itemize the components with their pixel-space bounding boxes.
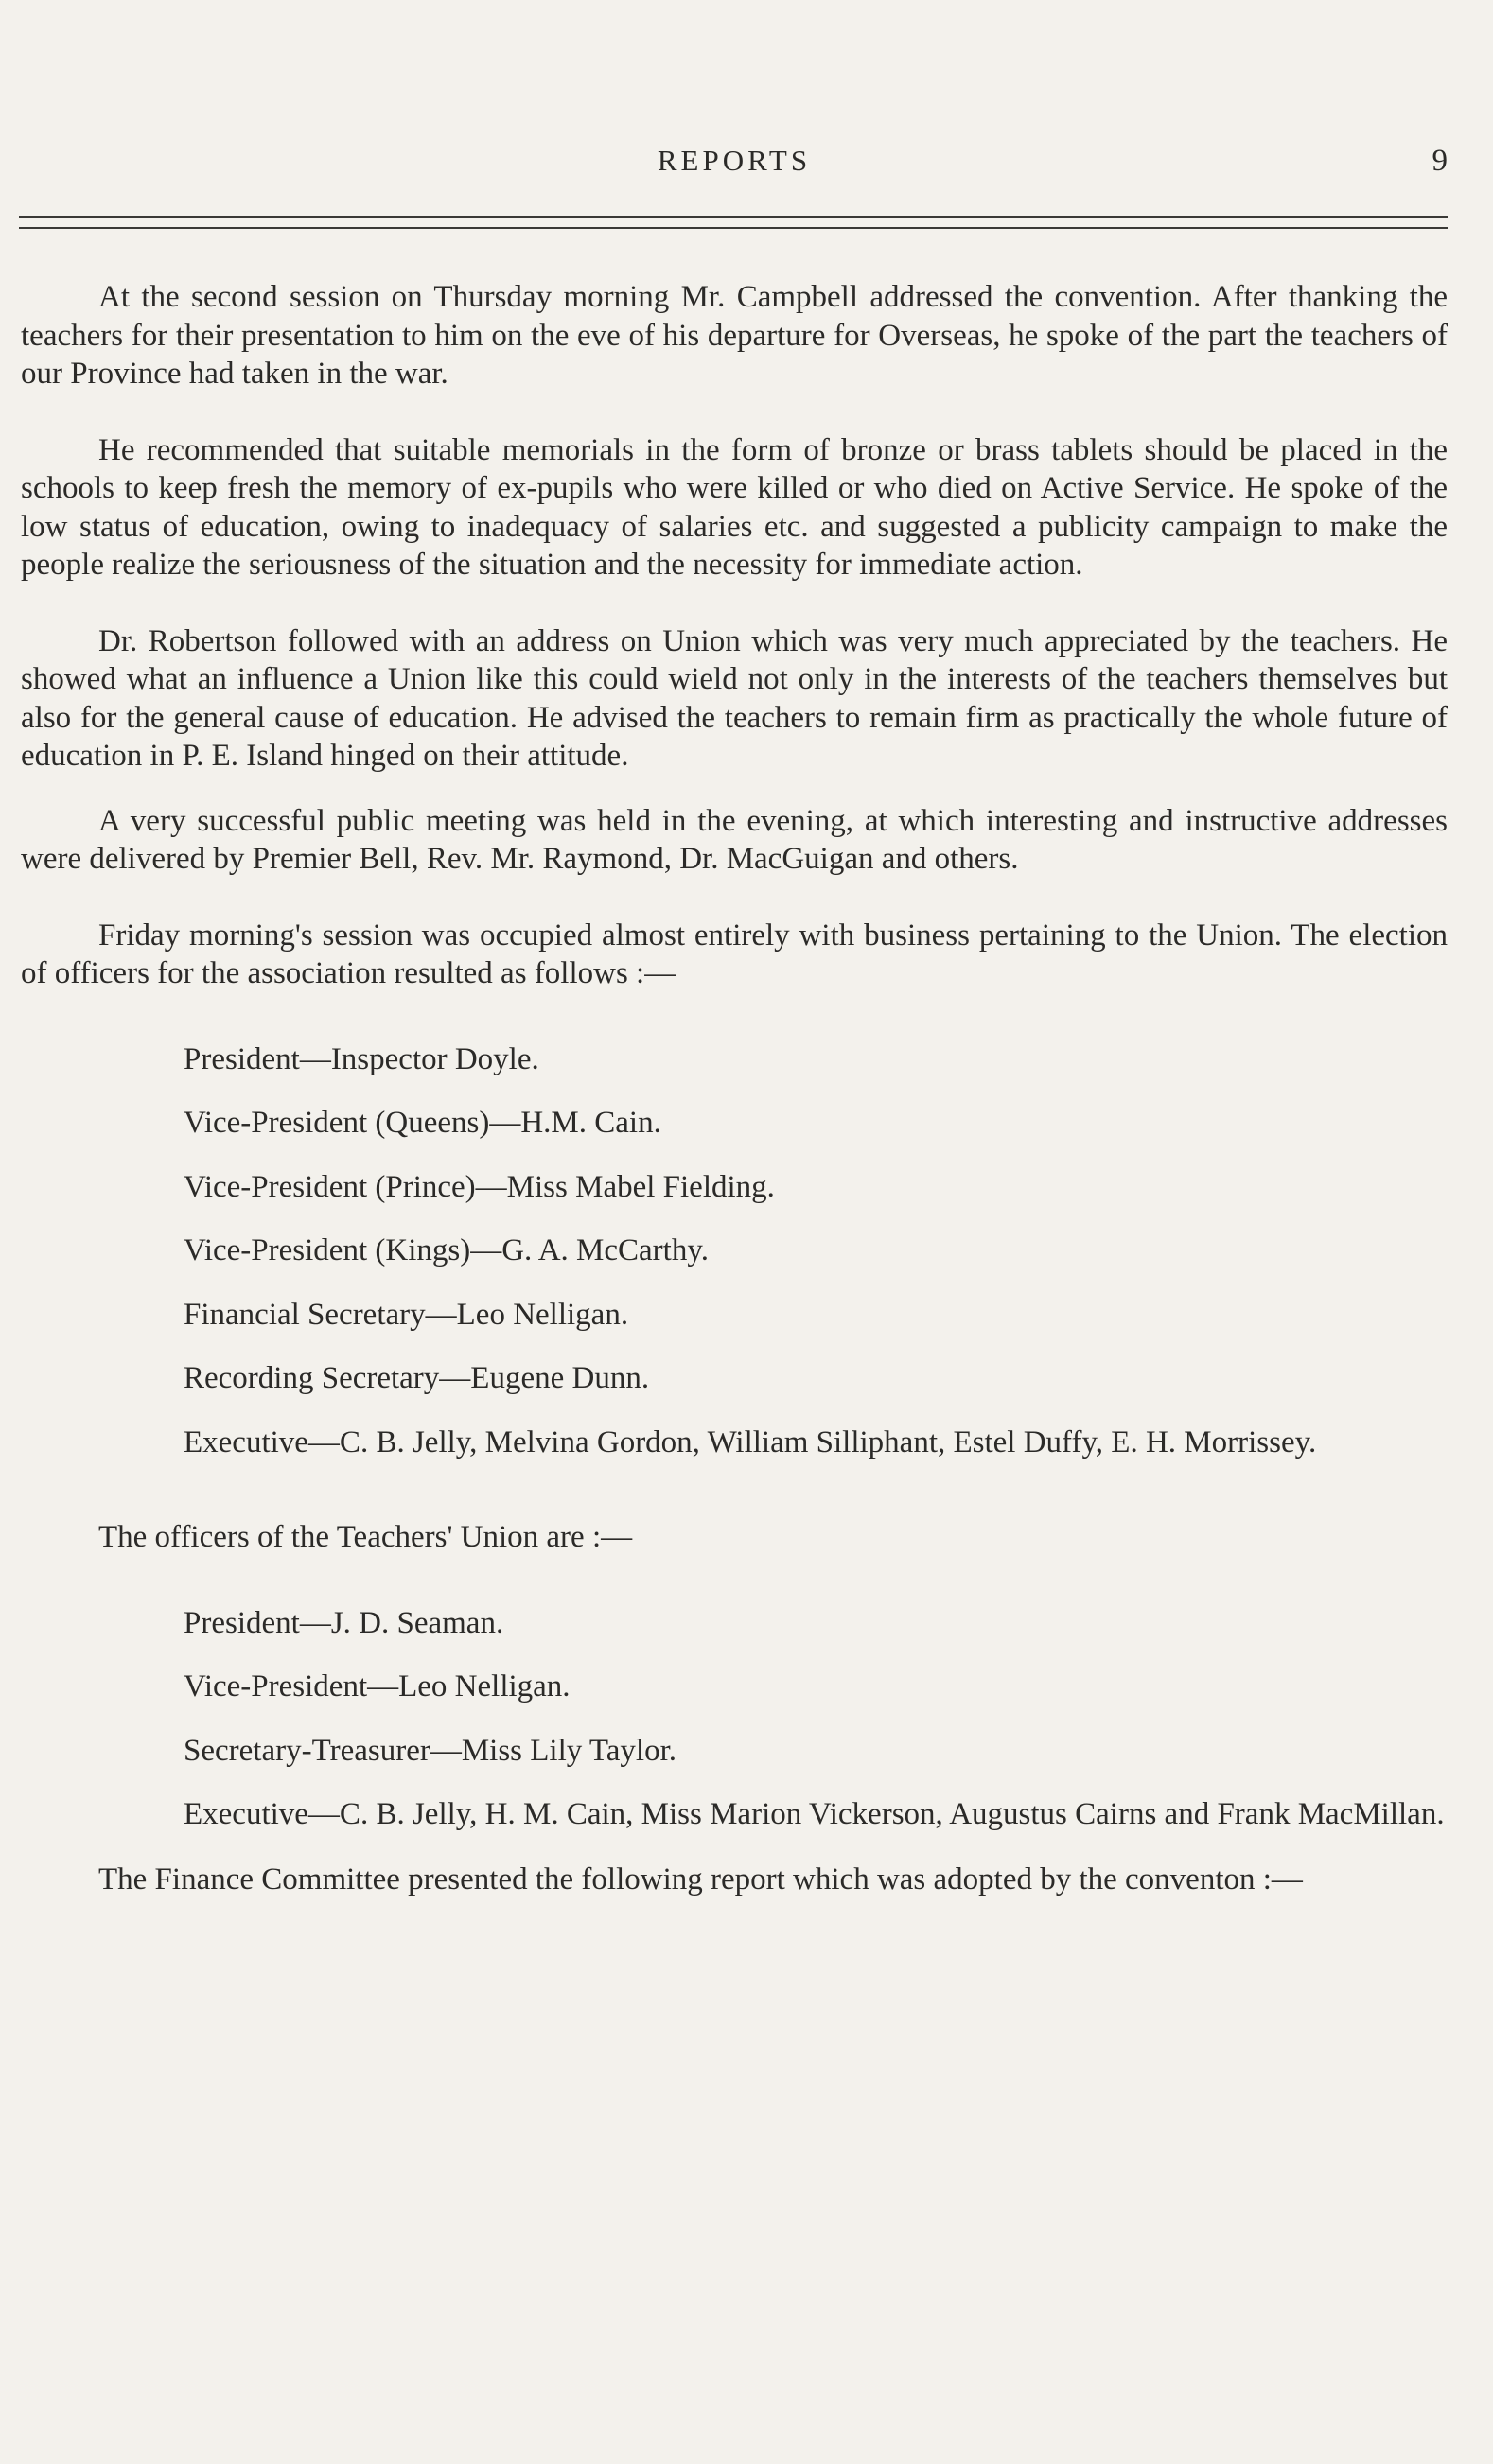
page-number: 9 (1432, 144, 1448, 178)
paragraph-union-intro: The officers of the Teachers' Union are :— (98, 1520, 633, 1554)
running-title: REPORTS (657, 144, 812, 177)
header-rule-bottom (19, 227, 1448, 229)
body-text (21, 278, 1448, 1898)
association-officers-list (21, 1040, 1448, 1462)
union-officers-list (21, 1604, 1448, 1834)
header-rule-top (19, 216, 1448, 218)
paragraph-friday-session: Friday morning's session was occupied almost entirely with business pertaining to the Union. The election of officers for the association resulted as follows :— (21, 917, 1448, 990)
list-item: Vice-President (Queens)—H.M. Cain. (184, 1106, 661, 1140)
list-item: Vice-President—Leo Nelligan. (184, 1669, 571, 1704)
list-item: Executive—C. B. Jelly, H. M. Cain, Miss Marion Vickerson, Augustus Cairns and Frank MacMillan. (184, 1797, 1445, 1831)
paragraph-finance-intro: The Finance Committee presented the following report which was adopted by the conventon :— (98, 1861, 1303, 1896)
paragraph-second-session: At the second session on Thursday morning Mr. Campbell addressed the convention. After thanking the teachers for their presentation to him on the eve of his departure for Overseas, he spoke of the part the teachers of our Province had taken in the war. (21, 280, 1448, 391)
paragraph-memorials: He recommended that suitable memorials in the form of bronze or brass tablets should be placed in the schools to keep fresh the memory of ex-pupils who were killed or who died on Active Service. He spoke of the low status of education, owing to inadequacy of salaries etc. and suggested a publicity campaign to make the people realize the seriousness of the situation and the necessity for immediate action. (21, 432, 1448, 582)
list-item: Vice-President (Kings)—G. A. McCarthy. (184, 1233, 709, 1267)
list-item: Vice-President (Prince)—Miss Mabel Fielding. (184, 1169, 775, 1204)
list-item: Executive—C. B. Jelly, Melvina Gordon, William Silliphant, Estel Duffy, E. H. Morrissey. (184, 1424, 1317, 1459)
list-item: President—J. D. Seaman. (184, 1605, 504, 1640)
paragraph-robertson-address: Dr. Robertson followed with an address on Union which was very much appreciated by the teachers. He showed what an influence a Union like this could wield not only in the interests of the teachers themselves but also for the general cause of education. He advised the teachers to remain firm as practically the whole future of education in P. E. Island hinged on their attitude. (21, 623, 1448, 773)
list-item: President—Inspector Doyle. (184, 1041, 539, 1076)
list-item: Financial Secretary—Leo Nelligan. (184, 1297, 629, 1332)
list-item: Recording Secretary—Eugene Dunn. (184, 1361, 650, 1395)
running-head (21, 144, 1448, 191)
list-item: Secretary-Treasurer—Miss Lily Taylor. (184, 1733, 677, 1768)
paragraph-public-meeting: A very successful public meeting was held in the evening, at which interesting and instructive addresses were delivered by Premier Bell, Rev. Mr. Raymond, Dr. MacGuigan and others. (21, 803, 1448, 876)
